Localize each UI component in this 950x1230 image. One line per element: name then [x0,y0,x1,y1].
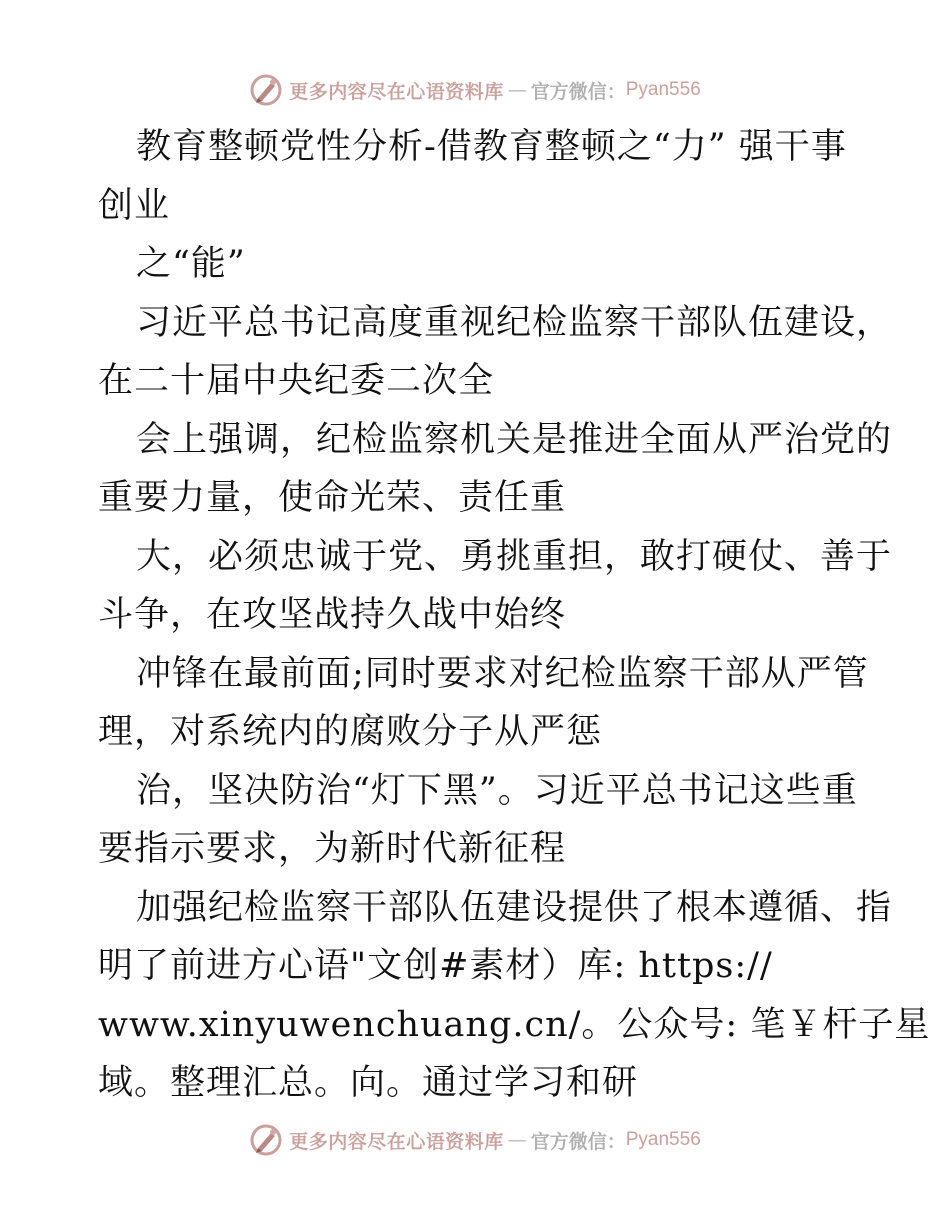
paragraph-line: 在二十届中央纪委二次全 [98,361,495,401]
banner-wechat-id: Pyan556 [625,1129,701,1150]
pen-logo-icon [249,1123,283,1157]
banner-wechat-id: Pyan556 [625,79,701,100]
banner-official-label: 官方微信： [530,1130,626,1153]
title-line-1: 教育整顿党性分析-借教育整顿之“力” 强干事 [136,127,847,167]
banner-official-label: 官方微信： [530,80,626,103]
paragraph-line: www.xinyuwenchuang.cn/。公众号: 笔￥杆子星 [98,1004,931,1045]
paragraph-line: 重要力量，使命光荣、责任重 [98,478,567,518]
banner-separator: — [507,79,527,101]
paragraph-line: 习近平总书记高度重视纪检监察干部队伍建设， [136,302,893,343]
paragraph-line: 加强纪检监察干部队伍建设提供了根本遵循、指 [136,887,893,928]
banner-text: 更多内容尽在心语资料库 [289,1130,504,1153]
paragraph-line: 斗争，在攻坚战持久战中始终 [98,595,567,635]
banner-separator: — [507,1129,527,1151]
footer-banner [0,1120,950,1160]
paragraph-line: 治，坚决防治“灯下黑”。习近平总书记这些重 [136,770,858,811]
paragraph-line: 大，必须忠诚于党、勇挑重担，敢打硬仗、善于 [136,536,893,577]
document-body [98,118,931,1113]
paragraph-line: 明了前进方心语"文创#素材）库: https:// [98,946,773,986]
banner-text: 更多内容尽在心语资料库 [289,80,504,103]
paragraph-line: 会上强调，纪检监察机关是推进全面从严治党的 [136,419,893,460]
paragraph-line: 域。整理汇总。向。通过学习和研 [98,1063,639,1103]
paragraph-line: 理，对系统内的腐败分子从严惩 [98,712,603,752]
header-banner [0,70,950,110]
title-line-3: 之“能” [136,244,246,284]
paragraph-line: 冲锋在最前面;同时要求对纪检监察干部从严管 [136,653,869,694]
pen-logo-icon [249,73,283,107]
title-line-2: 创业 [98,185,171,226]
paragraph-line: 要指示要求，为新时代新征程 [98,829,567,869]
